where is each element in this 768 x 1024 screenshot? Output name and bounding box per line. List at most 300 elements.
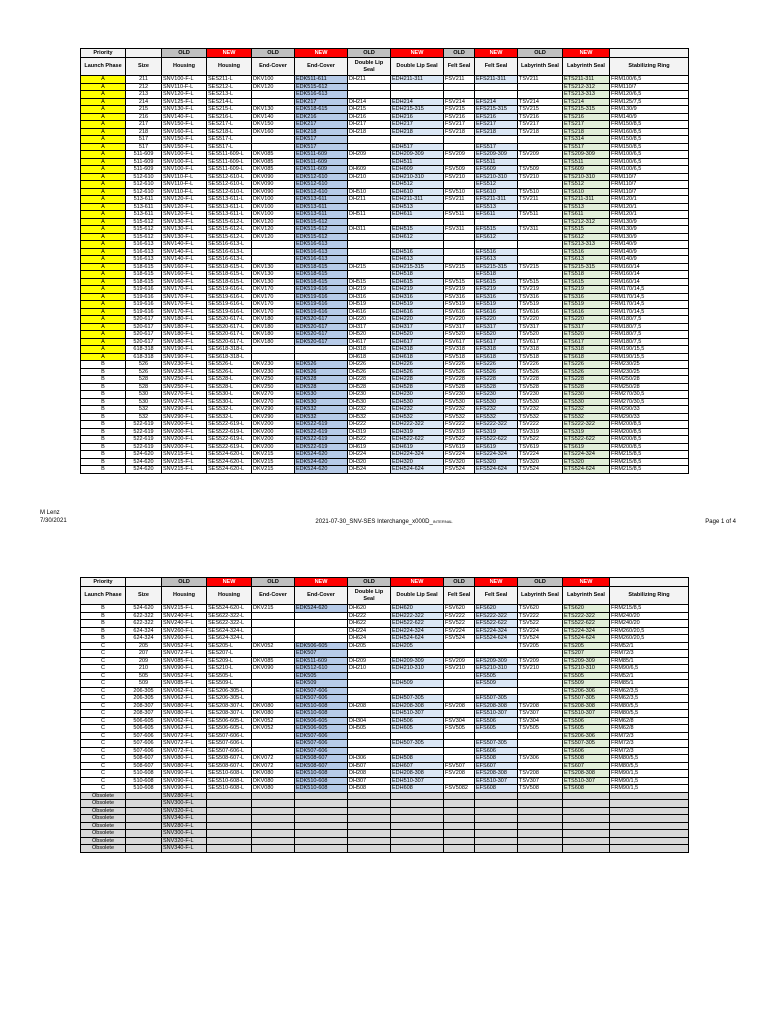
cell-new-housing bbox=[207, 830, 252, 838]
cell-size: 511-609 bbox=[126, 151, 162, 159]
cell-old-end-cover: DKV215 bbox=[252, 605, 295, 613]
cell-old-labyrinth-seal bbox=[518, 732, 563, 740]
table-row bbox=[81, 316, 689, 324]
cell-size: 517 bbox=[126, 143, 162, 151]
cell-old-double-lip-seal: DH530 bbox=[348, 398, 391, 406]
cell-new-double-lip-seal: EDH208-308 bbox=[391, 770, 444, 778]
cell-new-end-cover: EDK506-605 bbox=[295, 725, 348, 733]
cell-old-housing: SNV120-F-L bbox=[162, 211, 207, 219]
cell-old-labyrinth-seal: TSV211 bbox=[518, 76, 563, 84]
column-header-new-felt-seal: Felt Seal bbox=[475, 58, 518, 76]
cell-launch-phase: A bbox=[81, 278, 126, 286]
cell-old-labyrinth-seal: TSV218 bbox=[518, 128, 563, 136]
cell-old-felt-seal: FSV532 bbox=[444, 413, 475, 421]
cell-new-double-lip-seal: EDH510-307 bbox=[391, 710, 444, 718]
cell-new-housing bbox=[207, 815, 252, 823]
table-row bbox=[81, 822, 689, 830]
header-row-columns bbox=[81, 587, 689, 605]
cell-old-double-lip-seal: DH311 bbox=[348, 226, 391, 234]
cell-new-felt-seal: EFS222-322 bbox=[475, 421, 518, 429]
footer-doc-title bbox=[0, 519, 768, 525]
cell-old-housing: SNV300-F-L bbox=[162, 800, 207, 808]
cell-new-felt-seal: EFS209-309 bbox=[475, 657, 518, 665]
column-header-old-labyrinth-seal: Labyrinth Seal bbox=[518, 58, 563, 76]
cell-old-double-lip-seal bbox=[348, 83, 391, 91]
cell-old-double-lip-seal: DH618 bbox=[348, 353, 391, 361]
cell-stabilizing-ring: FRM200/8,5 bbox=[610, 436, 689, 444]
cell-launch-phase: A bbox=[81, 151, 126, 159]
cell-new-labyrinth-seal: ETS516 bbox=[563, 248, 610, 256]
cell-old-housing: SNV340-F-L bbox=[162, 845, 207, 853]
cell-launch-phase: C bbox=[81, 672, 126, 680]
cell-new-housing: SES522-619-L bbox=[207, 443, 252, 451]
cell-stabilizing-ring: FRM270/30,5 bbox=[610, 391, 689, 399]
table-row bbox=[81, 203, 689, 211]
cell-old-double-lip-seal: DH505 bbox=[348, 725, 391, 733]
cell-size: 213 bbox=[126, 91, 162, 99]
cell-old-end-cover: DKV215 bbox=[252, 451, 295, 459]
cell-old-housing: SNV080-F-L bbox=[162, 702, 207, 710]
cell-old-felt-seal bbox=[444, 143, 475, 151]
cell-old-housing: SNV140-F-L bbox=[162, 248, 207, 256]
cell-new-felt-seal: EFS211-311 bbox=[475, 76, 518, 84]
cell-new-felt-seal bbox=[475, 830, 518, 838]
cell-old-felt-seal: FSV304 bbox=[444, 717, 475, 725]
cell-new-housing: SES215-L bbox=[207, 106, 252, 114]
cell-new-housing: SES518-615-L bbox=[207, 278, 252, 286]
cell-new-double-lip-seal: EDH511 bbox=[391, 158, 444, 166]
cell-old-housing: SNV090-F-L bbox=[162, 770, 207, 778]
cell-stabilizing-ring: FRM120/1 bbox=[610, 211, 689, 219]
cell-new-end-cover: EDK510-608 bbox=[295, 777, 348, 785]
cell-old-double-lip-seal bbox=[348, 845, 391, 853]
table-row bbox=[81, 233, 689, 241]
cell-old-labyrinth-seal: TSV228 bbox=[518, 376, 563, 384]
cell-new-labyrinth-seal: ETS206-306 bbox=[563, 732, 610, 740]
cell-new-labyrinth-seal: ETS211-311 bbox=[563, 196, 610, 204]
cell-old-labyrinth-seal bbox=[518, 218, 563, 226]
cell-new-end-cover: EDK516-613 bbox=[295, 256, 348, 264]
cell-old-felt-seal: FSV215 bbox=[444, 106, 475, 114]
cell-size: 205 bbox=[126, 642, 162, 650]
cell-old-housing: SNV270-F-L bbox=[162, 398, 207, 406]
cell-old-double-lip-seal: DH317 bbox=[348, 323, 391, 331]
table-header bbox=[81, 578, 689, 605]
cell-old-felt-seal bbox=[444, 642, 475, 650]
cell-old-labyrinth-seal: TSV224 bbox=[518, 627, 563, 635]
cell-size: 507-606 bbox=[126, 732, 162, 740]
cell-new-housing: SES205-L bbox=[207, 642, 252, 650]
cell-old-double-lip-seal: DH214 bbox=[348, 98, 391, 106]
cell-old-felt-seal bbox=[444, 777, 475, 785]
cell-old-double-lip-seal: DH211 bbox=[348, 76, 391, 84]
column-header-old-housing: Housing bbox=[162, 58, 207, 76]
table-row bbox=[81, 413, 689, 421]
cell-new-end-cover bbox=[295, 800, 348, 808]
cell-old-felt-seal: FSV511 bbox=[444, 211, 475, 219]
cell-old-labyrinth-seal: TSV319 bbox=[518, 428, 563, 436]
cell-old-end-cover bbox=[252, 740, 295, 748]
cell-stabilizing-ring: FRM215/8,5 bbox=[610, 458, 689, 466]
cell-launch-phase: C bbox=[81, 710, 126, 718]
cell-old-felt-seal bbox=[444, 800, 475, 808]
cell-stabilizing-ring: FRM170/14,5 bbox=[610, 293, 689, 301]
cell-new-labyrinth-seal: ETS605 bbox=[563, 725, 610, 733]
table-row bbox=[81, 398, 689, 406]
cell-new-end-cover bbox=[295, 627, 348, 635]
cell-old-double-lip-seal: DH232 bbox=[348, 406, 391, 414]
cell-new-double-lip-seal: EDH617 bbox=[391, 338, 444, 346]
cell-stabilizing-ring: FRM85/1 bbox=[610, 657, 689, 665]
cell-stabilizing-ring: FRM250/28 bbox=[610, 383, 689, 391]
cell-new-labyrinth-seal: ETS615 bbox=[563, 278, 610, 286]
cell-stabilizing-ring: FRM110/7 bbox=[610, 83, 689, 91]
cell-old-felt-seal: FSV224 bbox=[444, 451, 475, 459]
cell-new-double-lip-seal bbox=[391, 800, 444, 808]
cell-new-felt-seal bbox=[475, 732, 518, 740]
cell-old-labyrinth-seal: TSV209 bbox=[518, 151, 563, 159]
cell-new-felt-seal: EFS215-315 bbox=[475, 106, 518, 114]
cell-size: 530 bbox=[126, 398, 162, 406]
cell-size bbox=[126, 830, 162, 838]
cell-new-double-lip-seal bbox=[391, 822, 444, 830]
cell-old-felt-seal: FSV518 bbox=[444, 353, 475, 361]
cell-old-end-cover: DKV160 bbox=[252, 128, 295, 136]
cell-new-labyrinth-seal: ETS530 bbox=[563, 398, 610, 406]
cell-new-labyrinth-seal: ETS209-309 bbox=[563, 657, 610, 665]
cell-new-housing: SES209-L bbox=[207, 657, 252, 665]
cell-old-double-lip-seal bbox=[348, 181, 391, 189]
cell-old-end-cover: DKV080 bbox=[252, 770, 295, 778]
cell-new-end-cover: EDK510-608 bbox=[295, 785, 348, 793]
cell-old-labyrinth-seal bbox=[518, 158, 563, 166]
cell-new-end-cover: EDK508-607 bbox=[295, 755, 348, 763]
cell-old-labyrinth-seal bbox=[518, 687, 563, 695]
cell-size: 215 bbox=[126, 106, 162, 114]
cell-new-felt-seal bbox=[475, 642, 518, 650]
cell-old-felt-seal bbox=[444, 837, 475, 845]
cell-new-end-cover: EDK216 bbox=[295, 113, 348, 121]
cell-new-felt-seal: EFS611 bbox=[475, 211, 518, 219]
cell-new-double-lip-seal: EDH222-322 bbox=[391, 612, 444, 620]
cell-size bbox=[126, 800, 162, 808]
column-header-stabilizing-ring: Stabilizing Ring bbox=[610, 587, 689, 605]
cell-old-labyrinth-seal: TSV214 bbox=[518, 98, 563, 106]
cell-new-double-lip-seal: EDH608 bbox=[391, 785, 444, 793]
cell-old-double-lip-seal bbox=[348, 807, 391, 815]
cell-new-labyrinth-seal: ETS228 bbox=[563, 376, 610, 384]
cell-new-end-cover: EDK522-619 bbox=[295, 443, 348, 451]
cell-new-housing: SES508-607-L bbox=[207, 755, 252, 763]
cell-new-double-lip-seal: EDH518 bbox=[391, 271, 444, 279]
cell-stabilizing-ring: FRM90/1,5 bbox=[610, 770, 689, 778]
cell-new-felt-seal: EFS517 bbox=[475, 143, 518, 151]
cell-old-labyrinth-seal: TSV509 bbox=[518, 166, 563, 174]
cell-launch-phase: Obsolete bbox=[81, 807, 126, 815]
cell-old-felt-seal: FSV210 bbox=[444, 173, 475, 181]
cell-old-housing: SNV215-F-L bbox=[162, 605, 207, 613]
cell-size: 209 bbox=[126, 657, 162, 665]
table-row bbox=[81, 158, 689, 166]
cell-new-end-cover: EDK519-616 bbox=[295, 301, 348, 309]
cell-old-end-cover: DKV100 bbox=[252, 211, 295, 219]
table-row bbox=[81, 620, 689, 628]
cell-new-labyrinth-seal: ETS522-622 bbox=[563, 620, 610, 628]
cell-new-labyrinth-seal: ETS224-324 bbox=[563, 451, 610, 459]
cell-old-end-cover bbox=[252, 680, 295, 688]
cell-old-labyrinth-seal: TSV215 bbox=[518, 106, 563, 114]
cell-launch-phase: Obsolete bbox=[81, 830, 126, 838]
cell-size: 522-619 bbox=[126, 443, 162, 451]
cell-new-double-lip-seal: EDH228 bbox=[391, 376, 444, 384]
cell-new-housing: SES206-305-L bbox=[207, 695, 252, 703]
table-row bbox=[81, 406, 689, 414]
table-row bbox=[81, 612, 689, 620]
cell-launch-phase: B bbox=[81, 383, 126, 391]
cell-old-felt-seal bbox=[444, 672, 475, 680]
cell-old-felt-seal bbox=[444, 732, 475, 740]
cell-new-labyrinth-seal bbox=[563, 822, 610, 830]
cell-old-labyrinth-seal: TSV526 bbox=[518, 368, 563, 376]
column-header-new-end-cover: End-Cover bbox=[295, 587, 348, 605]
cell-new-felt-seal: EFS208-308 bbox=[475, 702, 518, 710]
column-header-old-end-cover: End-Cover bbox=[252, 587, 295, 605]
cell-old-double-lip-seal bbox=[348, 800, 391, 808]
cell-old-felt-seal: FSV214 bbox=[444, 98, 475, 106]
cell-new-housing: SES522-619-L bbox=[207, 428, 252, 436]
cell-old-housing: SNV130-F-L bbox=[162, 106, 207, 114]
cell-new-end-cover: EDK515-612 bbox=[295, 226, 348, 234]
cell-new-labyrinth-seal: ETS212-312 bbox=[563, 218, 610, 226]
cell-old-labyrinth-seal: TSV620 bbox=[518, 605, 563, 613]
cell-new-housing: SES520-617-L bbox=[207, 338, 252, 346]
cell-old-double-lip-seal bbox=[348, 792, 391, 800]
cell-old-felt-seal: FSV522 bbox=[444, 436, 475, 444]
cell-new-double-lip-seal: EDH209-309 bbox=[391, 657, 444, 665]
cell-new-double-lip-seal: EDH616 bbox=[391, 308, 444, 316]
cell-new-labyrinth-seal: ETS510-307 bbox=[563, 777, 610, 785]
cell-new-housing: SES530-L bbox=[207, 391, 252, 399]
cell-old-housing: SNV090-F-L bbox=[162, 665, 207, 673]
cell-stabilizing-ring: FRM260/20,5 bbox=[610, 627, 689, 635]
cell-new-end-cover: EDK520-617 bbox=[295, 316, 348, 324]
cell-size: 212 bbox=[126, 83, 162, 91]
cell-stabilizing-ring: FRM200/8,5 bbox=[610, 443, 689, 451]
cell-size: 512-610 bbox=[126, 188, 162, 196]
cell-launch-phase: Obsolete bbox=[81, 822, 126, 830]
cell-new-felt-seal: EFS620 bbox=[475, 605, 518, 613]
cell-new-felt-seal: EFS518 bbox=[475, 271, 518, 279]
cell-new-double-lip-seal: EDH218 bbox=[391, 128, 444, 136]
cell-new-end-cover bbox=[295, 792, 348, 800]
cell-launch-phase: A bbox=[81, 166, 126, 174]
cell-size: 516-613 bbox=[126, 256, 162, 264]
cell-new-end-cover: EDK513-611 bbox=[295, 196, 348, 204]
cell-old-housing: SNV110-F-L bbox=[162, 181, 207, 189]
cell-new-double-lip-seal bbox=[391, 687, 444, 695]
table-row bbox=[81, 792, 689, 800]
table-body bbox=[81, 76, 689, 474]
cell-stabilizing-ring: FRM140/9 bbox=[610, 256, 689, 264]
header-row-columns bbox=[81, 58, 689, 76]
cell-old-felt-seal: FSV317 bbox=[444, 323, 475, 331]
cell-old-labyrinth-seal: TSV216 bbox=[518, 113, 563, 121]
cell-launch-phase: A bbox=[81, 256, 126, 264]
table-row bbox=[81, 732, 689, 740]
cell-new-labyrinth-seal: ETS222-322 bbox=[563, 612, 610, 620]
cell-new-housing bbox=[207, 792, 252, 800]
cell-new-housing: SES211-L bbox=[207, 76, 252, 84]
cell-old-labyrinth-seal: TSV316 bbox=[518, 293, 563, 301]
cell-stabilizing-ring bbox=[610, 837, 689, 845]
cell-old-housing: SNV130-F-L bbox=[162, 226, 207, 234]
cell-old-double-lip-seal: DH510 bbox=[348, 188, 391, 196]
cell-new-felt-seal bbox=[475, 815, 518, 823]
cell-size: 210 bbox=[126, 665, 162, 673]
cell-old-housing: SNV085-F-L bbox=[162, 680, 207, 688]
cell-new-end-cover bbox=[295, 353, 348, 361]
cell-stabilizing-ring: FRM160/14 bbox=[610, 278, 689, 286]
cell-old-housing: SNV080-F-L bbox=[162, 710, 207, 718]
cell-launch-phase: A bbox=[81, 113, 126, 121]
cell-old-double-lip-seal: DH624 bbox=[348, 635, 391, 643]
cell-old-end-cover bbox=[252, 792, 295, 800]
table-row bbox=[81, 271, 689, 279]
cell-old-felt-seal: FSV620 bbox=[444, 605, 475, 613]
cell-old-felt-seal: FSV505 bbox=[444, 725, 475, 733]
table-row bbox=[81, 710, 689, 718]
cell-new-end-cover: EDK217 bbox=[295, 121, 348, 129]
table-row bbox=[81, 338, 689, 346]
cell-new-labyrinth-seal bbox=[563, 792, 610, 800]
header-group-old: OLD bbox=[444, 49, 475, 58]
cell-new-double-lip-seal bbox=[391, 815, 444, 823]
cell-old-double-lip-seal: DH319 bbox=[348, 428, 391, 436]
cell-new-double-lip-seal: EDH216 bbox=[391, 113, 444, 121]
cell-launch-phase: A bbox=[81, 218, 126, 226]
cell-old-end-cover: DKV130 bbox=[252, 106, 295, 114]
cell-old-housing: SNV230-F-L bbox=[162, 361, 207, 369]
cell-size: 618-318 bbox=[126, 353, 162, 361]
cell-old-felt-seal bbox=[444, 687, 475, 695]
cell-old-felt-seal: FSV515 bbox=[444, 278, 475, 286]
cell-old-felt-seal: FSV232 bbox=[444, 406, 475, 414]
cell-old-labyrinth-seal bbox=[518, 830, 563, 838]
cell-launch-phase: C bbox=[81, 770, 126, 778]
cell-launch-phase: A bbox=[81, 106, 126, 114]
cell-old-double-lip-seal: DH230 bbox=[348, 391, 391, 399]
cell-old-housing: SNV150-F-L bbox=[162, 136, 207, 144]
cell-new-double-lip-seal: EDH318 bbox=[391, 346, 444, 354]
cell-old-end-cover: DKV230 bbox=[252, 361, 295, 369]
cell-old-housing: SNV190-F-L bbox=[162, 353, 207, 361]
cell-new-felt-seal: EFS613 bbox=[475, 256, 518, 264]
table-row bbox=[81, 421, 689, 429]
table-row bbox=[81, 605, 689, 613]
cell-stabilizing-ring: FRM240/20 bbox=[610, 612, 689, 620]
cell-new-housing: SES513-611-L bbox=[207, 203, 252, 211]
cell-old-housing: SNV170-F-L bbox=[162, 308, 207, 316]
cell-stabilizing-ring: FRM72/3 bbox=[610, 650, 689, 658]
cell-new-double-lip-seal: EDH517 bbox=[391, 143, 444, 151]
cell-new-end-cover: EDK507 bbox=[295, 650, 348, 658]
cell-old-double-lip-seal: DH620 bbox=[348, 605, 391, 613]
cell-new-felt-seal bbox=[475, 687, 518, 695]
cell-old-labyrinth-seal bbox=[518, 136, 563, 144]
cell-new-labyrinth-seal: ETS205 bbox=[563, 642, 610, 650]
table-row bbox=[81, 76, 689, 84]
header-group-old: OLD bbox=[252, 49, 295, 58]
cell-stabilizing-ring: FRM100/6,5 bbox=[610, 76, 689, 84]
cell-old-labyrinth-seal: TSV222 bbox=[518, 421, 563, 429]
cell-new-labyrinth-seal: ETS219 bbox=[563, 286, 610, 294]
cell-old-labyrinth-seal bbox=[518, 695, 563, 703]
cell-new-labyrinth-seal: ETS213-313 bbox=[563, 241, 610, 249]
cell-old-felt-seal: FSV5082 bbox=[444, 785, 475, 793]
cell-new-end-cover: EDK516-613 bbox=[295, 241, 348, 249]
cell-new-double-lip-seal: EDH222-322 bbox=[391, 421, 444, 429]
table-row bbox=[81, 785, 689, 793]
cell-new-housing: SES208-307-L bbox=[207, 710, 252, 718]
cell-new-double-lip-seal bbox=[391, 732, 444, 740]
cell-size: 526 bbox=[126, 368, 162, 376]
cell-stabilizing-ring: FRM80/5,5 bbox=[610, 762, 689, 770]
cell-old-double-lip-seal: DH226 bbox=[348, 361, 391, 369]
cell-stabilizing-ring: FRM72/3 bbox=[610, 747, 689, 755]
cell-new-felt-seal bbox=[475, 792, 518, 800]
cell-new-labyrinth-seal: ETS513 bbox=[563, 203, 610, 211]
cell-old-housing: SNV100-F-L bbox=[162, 158, 207, 166]
cell-new-labyrinth-seal: ETS528 bbox=[563, 383, 610, 391]
table-row bbox=[81, 428, 689, 436]
cell-new-labyrinth-seal: ETS532 bbox=[563, 413, 610, 421]
cell-old-double-lip-seal: DH208 bbox=[348, 702, 391, 710]
cell-size: 216 bbox=[126, 113, 162, 121]
cell-launch-phase: A bbox=[81, 346, 126, 354]
column-header-new-housing: Housing bbox=[207, 58, 252, 76]
cell-new-felt-seal: EFS211-311 bbox=[475, 196, 518, 204]
table-row bbox=[81, 293, 689, 301]
cell-old-housing: SNV125-F-L bbox=[162, 98, 207, 106]
cell-launch-phase: C bbox=[81, 725, 126, 733]
cell-stabilizing-ring: FRM120/1 bbox=[610, 196, 689, 204]
cell-new-labyrinth-seal: ETS509 bbox=[563, 680, 610, 688]
header-group-old: OLD bbox=[162, 49, 207, 58]
cell-new-housing: SES518-615-L bbox=[207, 263, 252, 271]
cell-old-housing: SNV160-F-L bbox=[162, 278, 207, 286]
cell-old-labyrinth-seal bbox=[518, 837, 563, 845]
cell-old-end-cover: DKV215 bbox=[252, 466, 295, 474]
cell-new-felt-seal: EFS230 bbox=[475, 391, 518, 399]
cell-old-labyrinth-seal: TSV307 bbox=[518, 710, 563, 718]
table-row bbox=[81, 151, 689, 159]
cell-old-double-lip-seal bbox=[348, 143, 391, 151]
cell-new-labyrinth-seal: ETS320 bbox=[563, 458, 610, 466]
cell-stabilizing-ring: FRM100/6,5 bbox=[610, 151, 689, 159]
cell-old-felt-seal bbox=[444, 91, 475, 99]
cell-old-labyrinth-seal: TSV226 bbox=[518, 361, 563, 369]
table-row bbox=[81, 196, 689, 204]
cell-launch-phase: B bbox=[81, 612, 126, 620]
cell-new-felt-seal: EFS617 bbox=[475, 338, 518, 346]
cell-old-double-lip-seal: DH526 bbox=[348, 368, 391, 376]
cell-old-end-cover: DKV090 bbox=[252, 173, 295, 181]
cell-size: 522-619 bbox=[126, 421, 162, 429]
cell-new-double-lip-seal: EDH522-622 bbox=[391, 436, 444, 444]
cell-old-felt-seal: FSV318 bbox=[444, 346, 475, 354]
cell-old-housing: SNV260-F-L bbox=[162, 627, 207, 635]
cell-old-labyrinth-seal bbox=[518, 83, 563, 91]
